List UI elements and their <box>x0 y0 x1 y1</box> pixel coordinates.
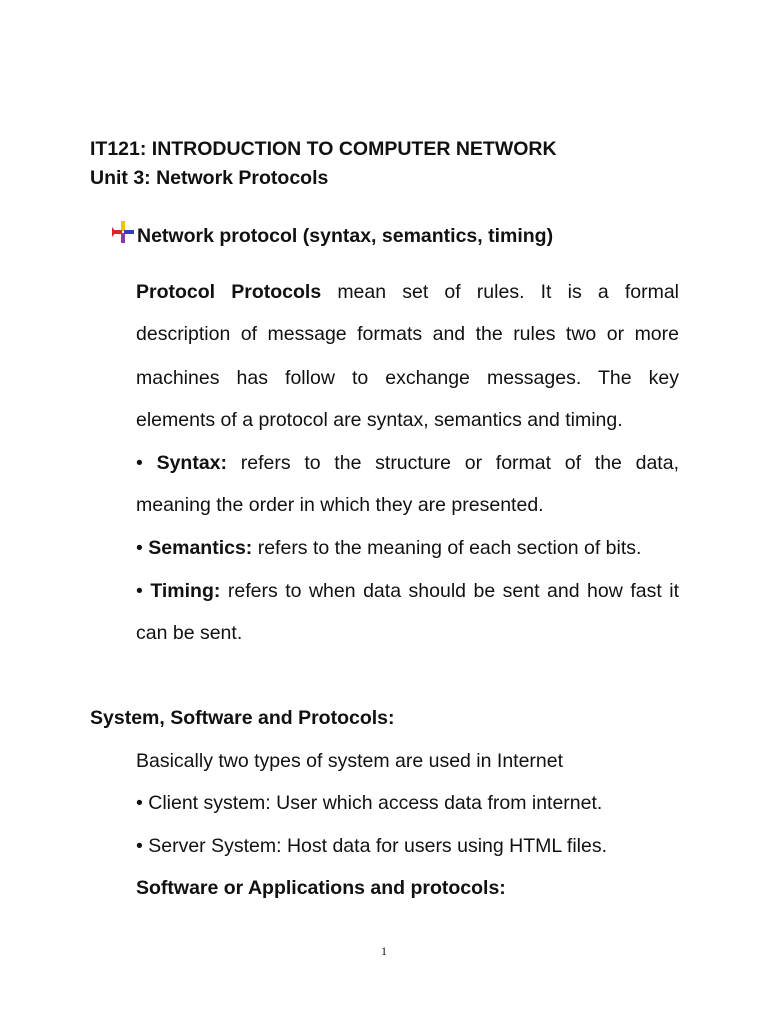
timing-bullet-mark: • <box>136 580 151 602</box>
semantics-bullet-mark: • <box>136 537 149 559</box>
timing-term: Timing: <box>150 580 221 602</box>
timing-bullet-line-2: can be sent. <box>136 622 243 644</box>
unit-title: Unit 3: Network Protocols <box>90 167 329 189</box>
section2-intro: Basically two types of system are used in Internet <box>136 750 564 772</box>
paragraph-line-2: description of message formats and the rules two or more <box>136 323 679 345</box>
semantics-bullet <box>136 536 641 560</box>
syntax-bullet-mark: • <box>136 452 157 474</box>
semantics-definition: refers to the meaning of each section of bits. <box>252 537 642 559</box>
syntax-definition: refers to the structure or format of the data, <box>227 452 679 474</box>
paragraph-line-1-text: mean set of rules. It is a formal <box>321 281 679 303</box>
semantics-term: Semantics: <box>148 537 253 559</box>
paragraph-line-4: elements of a protocol are syntax, semantics and timing. <box>136 409 623 431</box>
timing-bullet-line-1 <box>136 579 679 603</box>
syntax-bullet-line-2: meaning the order in which they are presented. <box>136 494 544 516</box>
paragraph-line-3: machines has follow to exchange messages. The key <box>136 367 679 389</box>
syntax-bullet-line-1 <box>136 451 679 475</box>
paragraph-lead-bold: Protocol Protocols <box>136 281 322 303</box>
page-number: 1 <box>381 944 387 958</box>
four-color-cross-arrow-bullet-icon <box>112 221 134 243</box>
timing-definition: refers to when data should be sent and how fast it <box>220 580 679 602</box>
client-system-bullet: • Client system: User which access data from internet. <box>136 792 603 814</box>
server-system-bullet: • Server System: Host data for users using HTML files. <box>136 835 608 857</box>
course-title: IT121: INTRODUCTION TO COMPUTER NETWORK <box>90 138 557 160</box>
section2-heading: System, Software and Protocols: <box>90 707 395 729</box>
section1-heading: Network protocol (syntax, semantics, timing) <box>137 225 554 247</box>
syntax-term: Syntax: <box>156 452 228 474</box>
section2-subheading: Software or Applications and protocols: <box>136 877 506 899</box>
paragraph-line-1 <box>136 280 679 304</box>
